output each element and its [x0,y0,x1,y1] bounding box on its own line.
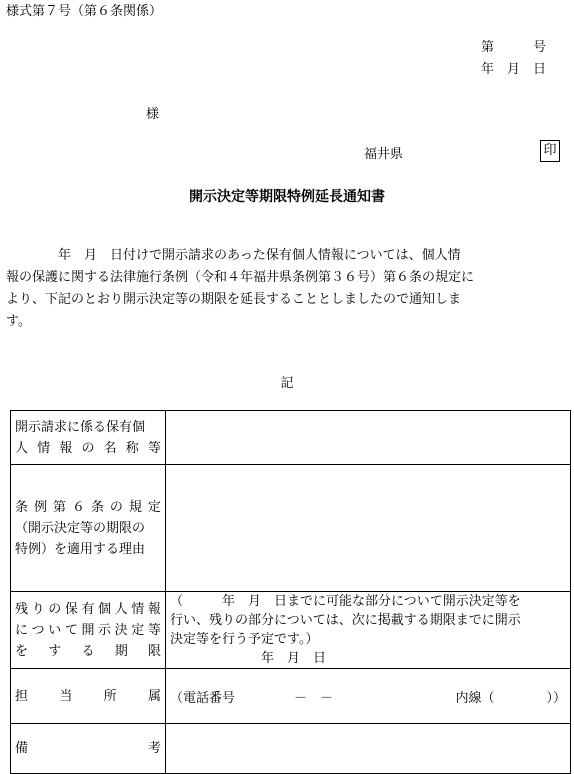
label-char: 報 [147,601,161,617]
body-line: 報の保護に関する法律施行条例（令和４年福井県条例第３６号）第６条の規定に [6,270,475,285]
label-char: 第 [52,499,66,515]
label-char: 情 [37,440,51,456]
label-cell-reason [11,465,166,592]
body-paragraph [6,245,566,333]
label-char: 期 [114,643,128,659]
label-char: 等 [147,440,161,456]
body-line: より、下記のとおり開示決定等の期限を延長することとしましたので通知しま [6,292,462,307]
note-line: 決定等を行う予定です。） [170,632,319,647]
label-cell-department [11,669,166,724]
label-line-spread [15,738,161,759]
label-char: 属 [147,688,161,704]
label-char: 有 [81,601,95,617]
document-title: 開示決定等期限特例延長通知書 [189,189,385,205]
table-row [11,669,571,724]
label-line: （開示決定等の期限の [15,520,146,536]
details-table [10,410,571,774]
label-char: 定 [147,499,161,515]
label-char: て [64,622,78,638]
spacer [235,687,255,706]
label-char: に [15,622,29,638]
table-row [11,724,571,774]
label-char: 定 [131,622,145,638]
label-char: の [48,601,62,617]
label-char: 備 [15,741,29,756]
note-line: （ 年 月 日までに可能な部分について開示決定等を [170,594,521,609]
table-row [11,465,571,592]
table-row [11,592,571,669]
label-char: つ [31,622,45,638]
label-line: 特例）を適用する理由 [15,541,146,557]
label-line-spread [15,620,161,641]
label-char: る [81,643,95,659]
label-char: 所 [103,688,117,704]
label-char: 限 [147,643,161,659]
label-char: 保 [64,601,78,617]
label-char: す [48,643,62,659]
value-cell-deadline[interactable] [166,592,571,669]
value-cell-subject[interactable] [166,411,571,465]
phone-label: （電話番号 [170,690,236,706]
label-char: 報 [59,440,73,456]
document-number-line: 第 号 [481,40,547,55]
seal-box: 印 [540,140,560,162]
label-char: 示 [98,622,112,638]
body-line: 年 月 日付けで開示請求のあった保有個人情報については、個人情 [6,248,461,263]
label-char: の [109,499,123,515]
label-char: 当 [59,688,73,704]
label-line-spread [15,599,161,620]
label-line-spread [15,686,161,707]
extension-label: 内線（ ）） [455,690,566,706]
label-char: 担 [15,688,29,704]
label-char: い [48,622,62,638]
label-char: 情 [131,601,145,617]
label-char: 個 [98,601,112,617]
value-cell-department[interactable] [166,669,571,724]
label-char: 人 [114,601,128,617]
label-char: 人 [15,440,29,456]
label-char: り [31,601,45,617]
label-char: 称 [125,440,139,456]
label-char: 開 [81,622,95,638]
phone-line [170,687,566,706]
label-cell-deadline [11,592,166,669]
label-char: ６ [71,499,85,515]
spacer [333,687,455,706]
recipient-suffix: 様 [146,107,160,122]
table-row [11,411,571,465]
label-char: 条 [15,499,29,515]
label-line-spread [15,438,161,459]
label-char: 等 [147,622,161,638]
form-number-label: 様式第７号（第６条関係） [6,4,163,19]
label-char: 例 [33,499,47,515]
issuer-name: 福井県 [364,147,404,162]
label-char: の [81,440,95,456]
label-char: を [15,643,29,659]
note-line: 年 月 日 [170,651,327,666]
label-cell-subject [11,411,166,465]
label-char: 名 [103,440,117,456]
label-char: 規 [128,499,142,515]
label-char: 決 [114,622,128,638]
ki-heading: 記 [280,376,294,391]
note-line: 行い、残りの部分については、次に掲載する期限までに開示 [170,613,521,628]
value-cell-reason[interactable] [166,465,571,592]
label-cell-remarks [11,724,166,774]
value-cell-remarks[interactable] [166,724,571,774]
label-char: 残 [15,601,29,617]
phone-separator: － － [255,690,334,706]
label-line: 開示請求に係る保有個 [15,419,146,435]
label-char: 条 [90,499,104,515]
label-line-spread [15,641,161,662]
label-line-spread [15,497,161,518]
body-line: す。 [6,314,31,329]
document-date-line: 年 月 日 [481,62,547,77]
label-char: 考 [147,741,161,756]
